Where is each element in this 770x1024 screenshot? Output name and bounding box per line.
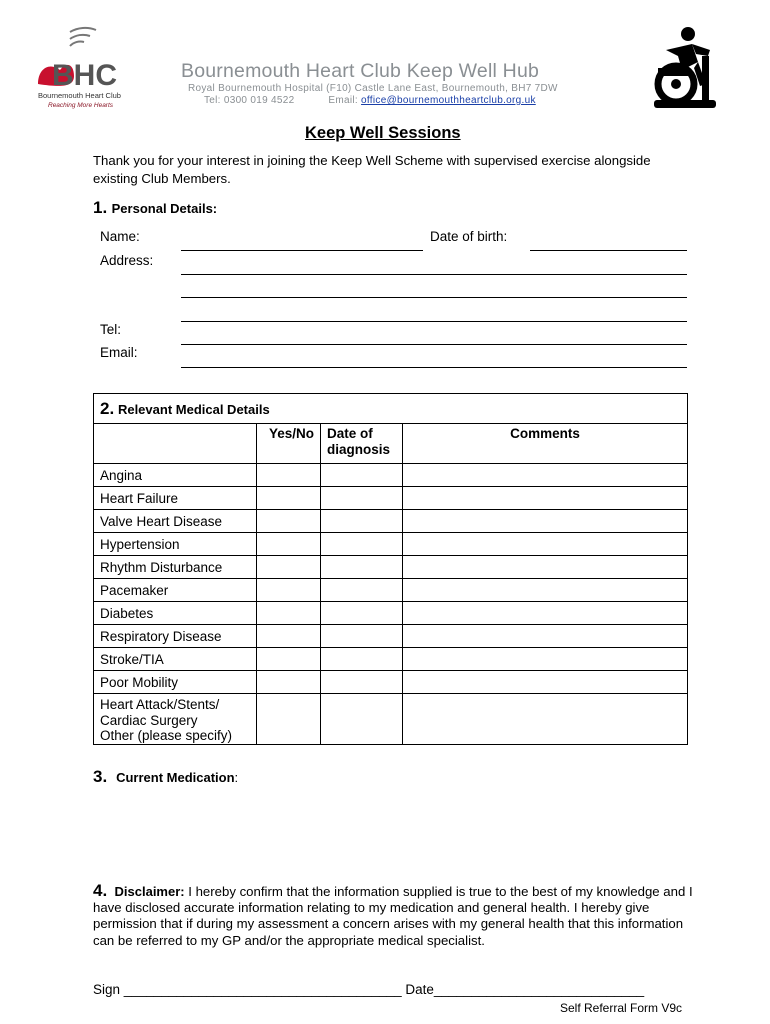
comments-cell[interactable] xyxy=(403,556,688,579)
name-field[interactable] xyxy=(181,250,423,251)
section-colon: : xyxy=(234,770,239,785)
table-row xyxy=(94,625,688,648)
table-row xyxy=(94,579,688,602)
email-link[interactable]: office@bournemouthheartclub.org.uk xyxy=(361,95,536,106)
sign-field[interactable]: _____________________________________ xyxy=(123,982,402,997)
email-field-label: Email: xyxy=(100,345,138,360)
table-row xyxy=(94,694,688,745)
address-line-3[interactable] xyxy=(181,321,687,322)
condition-name: Rhythm Disturbance xyxy=(94,556,257,579)
tel-label: Tel: xyxy=(100,322,122,337)
table-row xyxy=(94,602,688,625)
column-header-yes-no: Yes/No xyxy=(257,424,321,464)
club-tel: Tel: 0300 019 4522 xyxy=(204,95,295,106)
comments-cell[interactable] xyxy=(403,487,688,510)
yes-no-cell[interactable] xyxy=(257,487,321,510)
comments-cell[interactable] xyxy=(403,694,688,745)
disclaimer-body: I hereby confirm that the information supplied is true to the best of my knowledge and I have disclosed accurate information relating to my medication and general health. I hereby give permission that if during my assessment a concern arises with my general health that this information can be referred to my GP and/or the appropriate medical specialist. xyxy=(93,884,693,948)
yes-no-cell[interactable] xyxy=(257,625,321,648)
comments-cell[interactable] xyxy=(403,602,688,625)
form-version: Self Referral Form V9c xyxy=(560,1001,683,1015)
date-cell[interactable] xyxy=(321,533,403,556)
section-title: Relevant Medical Details xyxy=(117,401,270,417)
condition-name: Heart Failure xyxy=(94,487,257,510)
club-address: Royal Bournemouth Hospital (F10) Castle Lane East, Bournemouth, BH7 7DW xyxy=(188,83,558,94)
table-row xyxy=(94,671,688,694)
comments-cell[interactable] xyxy=(403,579,688,602)
dob-label: Date of birth: xyxy=(430,229,508,244)
section-number: 4. xyxy=(93,881,108,900)
date-cell[interactable] xyxy=(321,694,403,745)
column-header-blank xyxy=(94,424,257,464)
condition-name: Valve Heart Disease xyxy=(94,510,257,533)
table-row xyxy=(94,464,688,487)
yes-no-cell[interactable] xyxy=(257,533,321,556)
yes-no-cell[interactable] xyxy=(257,694,321,745)
club-contact xyxy=(204,95,536,106)
medical-heading xyxy=(94,394,688,424)
comments-cell[interactable] xyxy=(403,625,688,648)
condition-name: Poor Mobility xyxy=(94,671,257,694)
date-cell[interactable] xyxy=(321,487,403,510)
name-label: Name: xyxy=(100,229,140,244)
date-cell[interactable] xyxy=(321,510,403,533)
condition-name: Angina xyxy=(94,464,257,487)
dob-field[interactable] xyxy=(530,250,687,251)
date-cell[interactable] xyxy=(321,625,403,648)
email-field[interactable] xyxy=(181,367,687,368)
signature-row xyxy=(93,982,644,997)
sign-label: Sign xyxy=(93,982,121,997)
column-header-date: Date of diagnosis xyxy=(321,424,403,464)
comments-cell[interactable] xyxy=(403,648,688,671)
club-title: Bournemouth Heart Club Keep Well Hub xyxy=(181,60,540,82)
yes-no-cell[interactable] xyxy=(257,671,321,694)
yes-no-cell[interactable] xyxy=(257,602,321,625)
column-header-comments: Comments xyxy=(403,424,688,464)
yes-no-cell[interactable] xyxy=(257,579,321,602)
table-row xyxy=(94,510,688,533)
section-number: 3. xyxy=(93,767,108,786)
condition-heart-attack: Heart Attack/Stents/ Cardiac Surgery xyxy=(100,697,220,728)
comments-cell[interactable] xyxy=(403,510,688,533)
comments-cell[interactable] xyxy=(403,464,688,487)
yes-no-cell[interactable] xyxy=(257,648,321,671)
condition-name xyxy=(94,694,257,745)
page-title: Keep Well Sessions xyxy=(305,124,461,142)
date-label: Date xyxy=(405,982,434,997)
section-number: 2. xyxy=(100,398,115,418)
section-title: Personal Details: xyxy=(111,201,218,216)
condition-name: Diabetes xyxy=(94,602,257,625)
comments-cell[interactable] xyxy=(403,671,688,694)
table-row xyxy=(94,648,688,671)
intro-text: Thank you for your interest in joining the Keep Well Scheme with supervised exercise alongside existing Club Members. xyxy=(93,153,651,186)
date-cell[interactable] xyxy=(321,648,403,671)
table-row xyxy=(94,533,688,556)
address-line-2[interactable] xyxy=(181,297,687,298)
section-title: Disclaimer: xyxy=(114,884,185,899)
exercise-bike-icon xyxy=(648,26,720,112)
email-label: Email: xyxy=(328,95,358,106)
date-cell[interactable] xyxy=(321,556,403,579)
yes-no-cell[interactable] xyxy=(257,464,321,487)
yes-no-cell[interactable] xyxy=(257,510,321,533)
condition-other: Other (please specify) xyxy=(100,728,233,743)
comments-cell[interactable] xyxy=(403,533,688,556)
condition-name: Pacemaker xyxy=(94,579,257,602)
date-cell[interactable] xyxy=(321,579,403,602)
date-cell[interactable] xyxy=(321,464,403,487)
address-line-1[interactable] xyxy=(181,274,687,275)
condition-name: Stroke/TIA xyxy=(94,648,257,671)
table-row xyxy=(94,556,688,579)
logo-subtitle: Bournemouth Heart Club xyxy=(38,91,121,100)
personal-details-heading xyxy=(93,198,217,218)
condition-name: Hypertension xyxy=(94,533,257,556)
date-cell[interactable] xyxy=(321,671,403,694)
medical-details-table xyxy=(93,393,688,745)
condition-name: Respiratory Disease xyxy=(94,625,257,648)
section-number: 1. xyxy=(93,198,108,217)
date-field[interactable]: ____________________________ xyxy=(433,982,645,997)
tel-field[interactable] xyxy=(181,344,687,345)
address-label: Address: xyxy=(100,253,154,268)
disclaimer-text xyxy=(93,883,693,949)
logo-letters: BHC xyxy=(52,59,117,92)
logo-tagline: Reaching More Hearts xyxy=(48,102,114,109)
signal-arcs-icon xyxy=(70,28,96,46)
date-cell[interactable] xyxy=(321,602,403,625)
yes-no-cell[interactable] xyxy=(257,556,321,579)
section-title: Current Medication xyxy=(116,770,235,785)
table-row xyxy=(94,487,688,510)
medication-heading xyxy=(93,767,238,787)
